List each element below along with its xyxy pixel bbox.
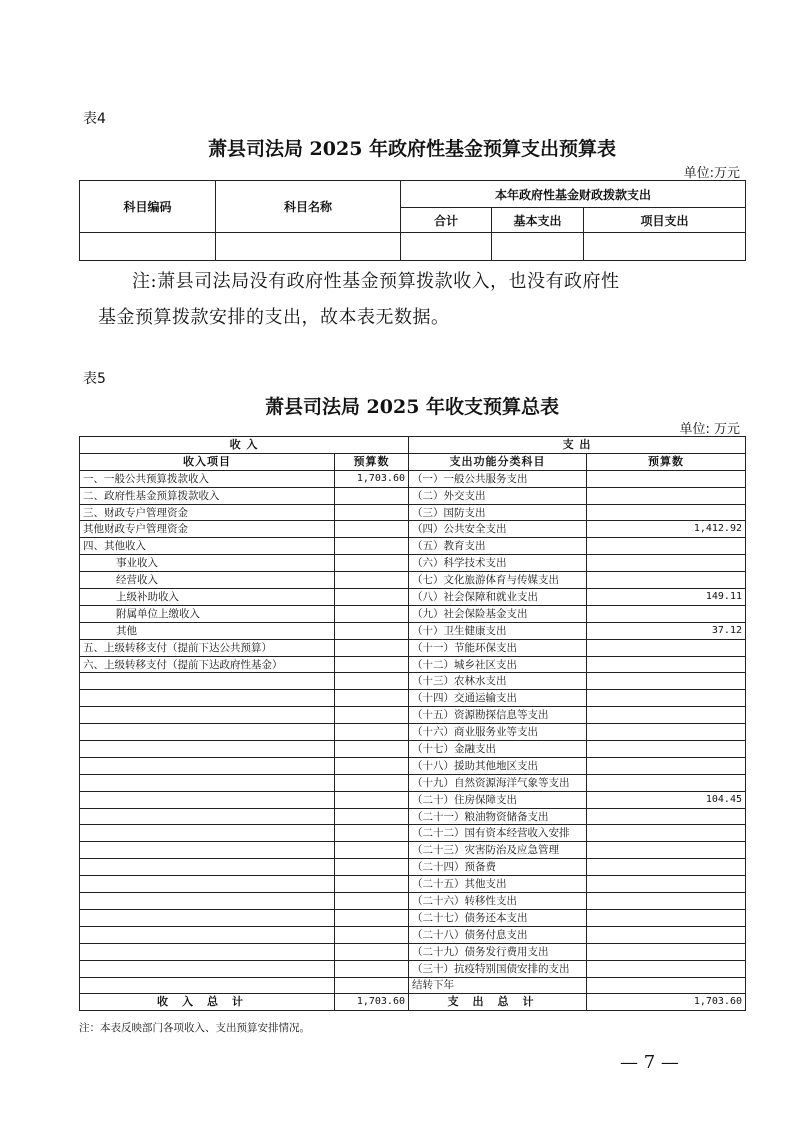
table-row [80, 724, 746, 741]
total-expense-label-text: 支出总计 [447, 995, 548, 1009]
expense-item-cell: （三）国防支出 [409, 504, 587, 521]
table-row [80, 538, 746, 555]
income-item-cell: 事业收入 [80, 555, 335, 572]
expense-item-cell: （五）教育支出 [409, 538, 587, 555]
table-row [80, 909, 746, 926]
expense-amount-cell [587, 572, 746, 589]
income-item-cell: 四、其他收入 [80, 538, 335, 555]
table-row [80, 757, 746, 774]
expense-amount-cell [587, 774, 746, 791]
table-row [80, 741, 746, 758]
table4-unit: 单位:万元 [683, 166, 740, 181]
table4-header-name: 科目名称 [216, 181, 401, 233]
expense-item-cell: 结转下年 [409, 977, 587, 994]
income-item-cell [80, 926, 335, 943]
table4-empty-cell [80, 233, 216, 261]
table5-total-expense-label [409, 994, 587, 1011]
expense-item-cell: （十七）金融支出 [409, 741, 587, 758]
expense-amount-cell [587, 876, 746, 893]
expense-item-cell: （十九）自然资源海洋气象等支出 [409, 774, 587, 791]
table-row [80, 504, 746, 521]
expense-item-cell: （八）社会保障和就业支出 [409, 589, 587, 606]
table-row [80, 960, 746, 977]
income-item-cell: 上级补助收入 [80, 589, 335, 606]
expense-amount-cell: 1,412.92 [587, 521, 746, 538]
table-row [80, 926, 746, 943]
expense-amount-cell [587, 859, 746, 876]
table5-total-expense: 1,703.60 [587, 994, 746, 1011]
expense-amount-cell [587, 690, 746, 707]
table5-unit: 单位: 万元 [679, 422, 740, 437]
table5-total-income-label [80, 994, 335, 1011]
income-item-cell [80, 977, 335, 994]
income-item-cell [80, 842, 335, 859]
income-item-cell [80, 859, 335, 876]
expense-item-cell: （二十六）转移性支出 [409, 893, 587, 910]
expense-item-cell: （十五）资源勘探信息等支出 [409, 707, 587, 724]
table5-col-expense-amount: 预算数 [587, 453, 746, 470]
income-amount-cell [335, 842, 409, 859]
income-item-cell [80, 808, 335, 825]
table5-title: 萧县司法局 2025 年收支预算总表 [264, 396, 560, 418]
income-amount-cell [335, 572, 409, 589]
expense-amount-cell [587, 842, 746, 859]
income-amount-cell [335, 943, 409, 960]
income-item-cell: 其他 [80, 622, 335, 639]
income-amount-cell [335, 555, 409, 572]
income-amount-cell [335, 808, 409, 825]
income-item-cell: 三、财政专户管理资金 [80, 504, 335, 521]
expense-amount-cell [587, 757, 746, 774]
table-row [80, 605, 746, 622]
income-item-cell [80, 774, 335, 791]
table-row [80, 943, 746, 960]
income-amount-cell [335, 960, 409, 977]
table5-total-income: 1,703.60 [335, 994, 409, 1011]
table4-header-basic: 基本支出 [492, 208, 584, 233]
expense-item-cell: （二十九）债务发行费用支出 [409, 943, 587, 960]
expense-amount-cell [587, 639, 746, 656]
table5-col-income-amount: 预算数 [335, 453, 409, 470]
expense-amount-cell [587, 893, 746, 910]
income-amount-cell [335, 622, 409, 639]
income-item-cell [80, 876, 335, 893]
table-row [80, 707, 746, 724]
table5-note: 注：本表反映部门各项收入、支出预算安排情况。 [79, 1022, 310, 1034]
expense-item-cell: （二十七）债务还本支出 [409, 909, 587, 926]
table5-col-expense-item: 支出功能分类科目 [409, 453, 587, 470]
income-amount-cell [335, 757, 409, 774]
income-amount-cell [335, 707, 409, 724]
expense-amount-cell [587, 487, 746, 504]
table4-note-line1: 注:萧县司法局没有政府性基金预算拨款收入，也没有政府性 [132, 271, 620, 292]
expense-item-cell: （二十二）国有资本经营收入安排 [409, 825, 587, 842]
table4-header-code: 科目编码 [80, 181, 216, 233]
table4-header-group: 本年政府性基金财政拨款支出 [401, 181, 746, 208]
table5 [79, 436, 746, 1011]
table-row [80, 470, 746, 487]
income-amount-cell [335, 926, 409, 943]
table-row [80, 673, 746, 690]
table4-empty-cell [492, 233, 584, 261]
table-row [80, 589, 746, 606]
income-item-cell: 二、政府性基金预算拨款收入 [80, 487, 335, 504]
expense-item-cell: （十二）城乡社区支出 [409, 656, 587, 673]
expense-amount-cell [587, 605, 746, 622]
table5-col-income-item: 收入项目 [80, 453, 335, 470]
expense-item-cell: （十四）交通运输支出 [409, 690, 587, 707]
income-item-cell [80, 673, 335, 690]
income-item-cell: 一、一般公共预算拨款收入 [80, 470, 335, 487]
expense-item-cell: （一）一般公共服务支出 [409, 470, 587, 487]
table4-empty-cell [584, 233, 746, 261]
income-item-cell [80, 741, 335, 758]
total-income-label-text: 收入总计 [157, 995, 257, 1009]
expense-item-cell: （二十三）灾害防治及应急管理 [409, 842, 587, 859]
income-amount-cell: 1,703.60 [335, 470, 409, 487]
income-item-cell: 经营收入 [80, 572, 335, 589]
income-amount-cell [335, 893, 409, 910]
table5-header-expense: 支 出 [409, 437, 746, 454]
income-amount-cell [335, 741, 409, 758]
expense-amount-cell [587, 943, 746, 960]
table4-header-project: 项目支出 [584, 208, 746, 233]
income-amount-cell [335, 673, 409, 690]
income-amount-cell [335, 521, 409, 538]
income-amount-cell [335, 656, 409, 673]
expense-item-cell: （七）文化旅游体育与传媒支出 [409, 572, 587, 589]
income-amount-cell [335, 690, 409, 707]
expense-amount-cell [587, 724, 746, 741]
income-amount-cell [335, 774, 409, 791]
expense-item-cell: （九）社会保险基金支出 [409, 605, 587, 622]
table4-note-line2: 基金预算拨款安排的支出，故本表无数据。 [98, 307, 450, 328]
table-row [80, 859, 746, 876]
income-amount-cell [335, 504, 409, 521]
table-row [80, 893, 746, 910]
expense-item-cell: （二十八）债务付息支出 [409, 926, 587, 943]
expense-item-cell: （十一）节能环保支出 [409, 639, 587, 656]
income-item-cell: 五、上级转移支付（提前下达公共预算） [80, 639, 335, 656]
table4-label: 表4 [83, 111, 106, 127]
table4-empty-cell [401, 233, 492, 261]
table-row [80, 977, 746, 994]
income-item-cell [80, 791, 335, 808]
table-row [80, 521, 746, 538]
table-row [80, 774, 746, 791]
expense-item-cell: （二十）住房保障支出 [409, 791, 587, 808]
income-item-cell [80, 757, 335, 774]
expense-amount-cell [587, 656, 746, 673]
income-amount-cell [335, 605, 409, 622]
expense-amount-cell [587, 504, 746, 521]
expense-amount-cell [587, 707, 746, 724]
expense-amount-cell: 149.11 [587, 589, 746, 606]
expense-item-cell: （十三）农林水支出 [409, 673, 587, 690]
income-item-cell [80, 825, 335, 842]
income-amount-cell [335, 859, 409, 876]
income-amount-cell [335, 977, 409, 994]
page-number: — 7 — [620, 1052, 679, 1073]
income-item-cell [80, 909, 335, 926]
income-item-cell [80, 960, 335, 977]
expense-item-cell: （二）外交支出 [409, 487, 587, 504]
income-amount-cell [335, 589, 409, 606]
table-row [80, 639, 746, 656]
expense-item-cell: （二十一）粮油物资储备支出 [409, 808, 587, 825]
expense-item-cell: （十）卫生健康支出 [409, 622, 587, 639]
table-row [80, 825, 746, 842]
table5-header-income: 收 入 [80, 437, 409, 454]
income-amount-cell [335, 876, 409, 893]
table4-header-total: 合计 [401, 208, 492, 233]
expense-amount-cell [587, 926, 746, 943]
table5-label: 表5 [83, 371, 106, 387]
table4 [79, 180, 746, 261]
table4-title: 萧县司法局 2025 年政府性基金预算支出预算表 [207, 138, 617, 160]
income-amount-cell [335, 487, 409, 504]
expense-amount-cell [587, 741, 746, 758]
income-item-cell [80, 943, 335, 960]
income-item-cell [80, 690, 335, 707]
expense-item-cell: （四）公共安全支出 [409, 521, 587, 538]
expense-amount-cell [587, 673, 746, 690]
table-row [80, 842, 746, 859]
table4-empty-cell [216, 233, 401, 261]
table-row [80, 487, 746, 504]
income-amount-cell [335, 639, 409, 656]
expense-item-cell: （十六）商业服务业等支出 [409, 724, 587, 741]
table-row [80, 690, 746, 707]
expense-item-cell: （六）科学技术支出 [409, 555, 587, 572]
expense-amount-cell [587, 538, 746, 555]
table-row [80, 808, 746, 825]
expense-item-cell: （二十四）预备费 [409, 859, 587, 876]
table-row [80, 572, 746, 589]
expense-amount-cell [587, 808, 746, 825]
expense-amount-cell: 104.45 [587, 791, 746, 808]
table-row [80, 656, 746, 673]
income-item-cell: 其他财政专户管理资金 [80, 521, 335, 538]
expense-item-cell: （十八）援助其他地区支出 [409, 757, 587, 774]
income-item-cell: 六、上级转移支付（提前下达政府性基金） [80, 656, 335, 673]
table-row [80, 622, 746, 639]
expense-amount-cell [587, 909, 746, 926]
income-item-cell: 附属单位上缴收入 [80, 605, 335, 622]
income-amount-cell [335, 825, 409, 842]
table-row [80, 555, 746, 572]
expense-amount-cell [587, 977, 746, 994]
expense-amount-cell [587, 960, 746, 977]
expense-amount-cell: 37.12 [587, 622, 746, 639]
income-amount-cell [335, 538, 409, 555]
income-item-cell [80, 724, 335, 741]
income-item-cell [80, 707, 335, 724]
expense-item-cell: （二十五）其他支出 [409, 876, 587, 893]
expense-amount-cell [587, 470, 746, 487]
income-amount-cell [335, 791, 409, 808]
income-amount-cell [335, 909, 409, 926]
expense-amount-cell [587, 555, 746, 572]
income-item-cell [80, 893, 335, 910]
table-row [80, 791, 746, 808]
expense-amount-cell [587, 825, 746, 842]
expense-item-cell: （三十）抗疫特别国债安排的支出 [409, 960, 587, 977]
income-amount-cell [335, 724, 409, 741]
table-row [80, 876, 746, 893]
